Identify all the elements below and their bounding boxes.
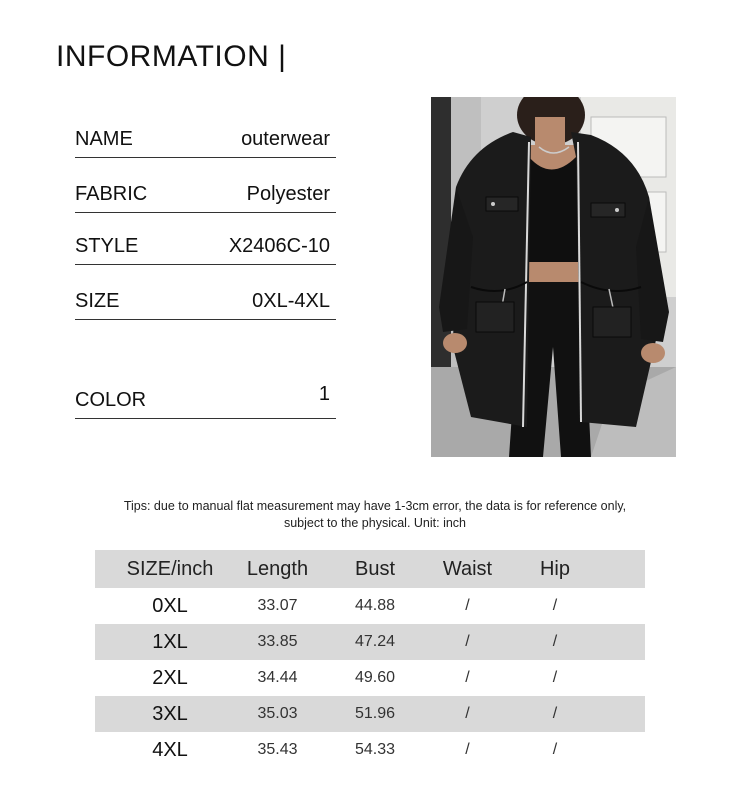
hip-cell: / <box>552 669 558 686</box>
page-title: INFORMATION | <box>56 40 287 73</box>
waist-cell: / <box>465 669 470 686</box>
info-row-fabric <box>75 172 336 213</box>
measurement-tips <box>80 498 670 532</box>
waist-cell: / <box>465 597 470 614</box>
info-label: NAME <box>75 128 133 150</box>
bust-cell: 51.96 <box>354 705 396 722</box>
info-value: 1 <box>318 383 330 405</box>
size-cell: 1XL <box>152 630 188 653</box>
bust-cell: 49.60 <box>354 669 396 686</box>
waist-cell: / <box>465 633 470 650</box>
table-row <box>95 660 645 696</box>
info-label: COLOR <box>75 389 147 411</box>
info-value: outerwear <box>241 128 330 150</box>
product-photo <box>431 97 676 457</box>
header-cell: Bust <box>354 557 396 580</box>
info-row-name <box>75 118 336 158</box>
table-row <box>95 732 645 768</box>
info-label: SIZE <box>75 290 120 312</box>
info-value: X2406C-10 <box>228 235 330 257</box>
info-value: Polyester <box>246 183 330 205</box>
tips-line: Tips: due to manual flat measurement may have 1-3cm error, the data is for reference only, <box>123 499 627 513</box>
header-cell: SIZE/inch <box>126 557 214 580</box>
info-row-size <box>75 279 336 320</box>
length-cell: 33.07 <box>257 597 298 614</box>
hip-cell: / <box>552 633 558 650</box>
waist-cell: / <box>465 705 470 722</box>
hip-cell: / <box>552 741 558 758</box>
length-cell: 35.43 <box>257 741 298 758</box>
info-row-style <box>75 224 336 265</box>
table-row <box>95 696 645 732</box>
info-value: 0XL-4XL <box>252 290 330 312</box>
length-cell: 35.03 <box>257 705 298 722</box>
hip-cell: / <box>552 705 558 722</box>
size-cell: 3XL <box>152 702 188 725</box>
size-table <box>95 550 645 768</box>
size-table-header <box>95 550 645 588</box>
info-label: FABRIC <box>75 183 148 205</box>
size-cell: 4XL <box>152 738 188 761</box>
size-cell: 0XL <box>152 594 188 617</box>
header-cell: Waist <box>442 557 493 580</box>
bust-cell: 47.24 <box>354 633 396 650</box>
header-cell: Length <box>246 557 309 580</box>
hip-cell: / <box>552 597 558 614</box>
header-cell: Hip <box>539 557 570 580</box>
size-cell: 2XL <box>152 666 188 689</box>
model-jacket-illustration <box>431 97 676 457</box>
table-row <box>95 624 645 660</box>
bust-cell: 54.33 <box>354 741 396 758</box>
tips-line: subject to the physical. Unit: inch <box>283 516 467 530</box>
waist-cell: / <box>465 741 470 758</box>
length-cell: 33.85 <box>257 633 298 650</box>
info-row-color <box>75 374 336 419</box>
bust-cell: 44.88 <box>354 597 396 614</box>
table-row <box>95 588 645 624</box>
length-cell: 34.44 <box>257 669 298 686</box>
info-label: STYLE <box>75 235 139 257</box>
